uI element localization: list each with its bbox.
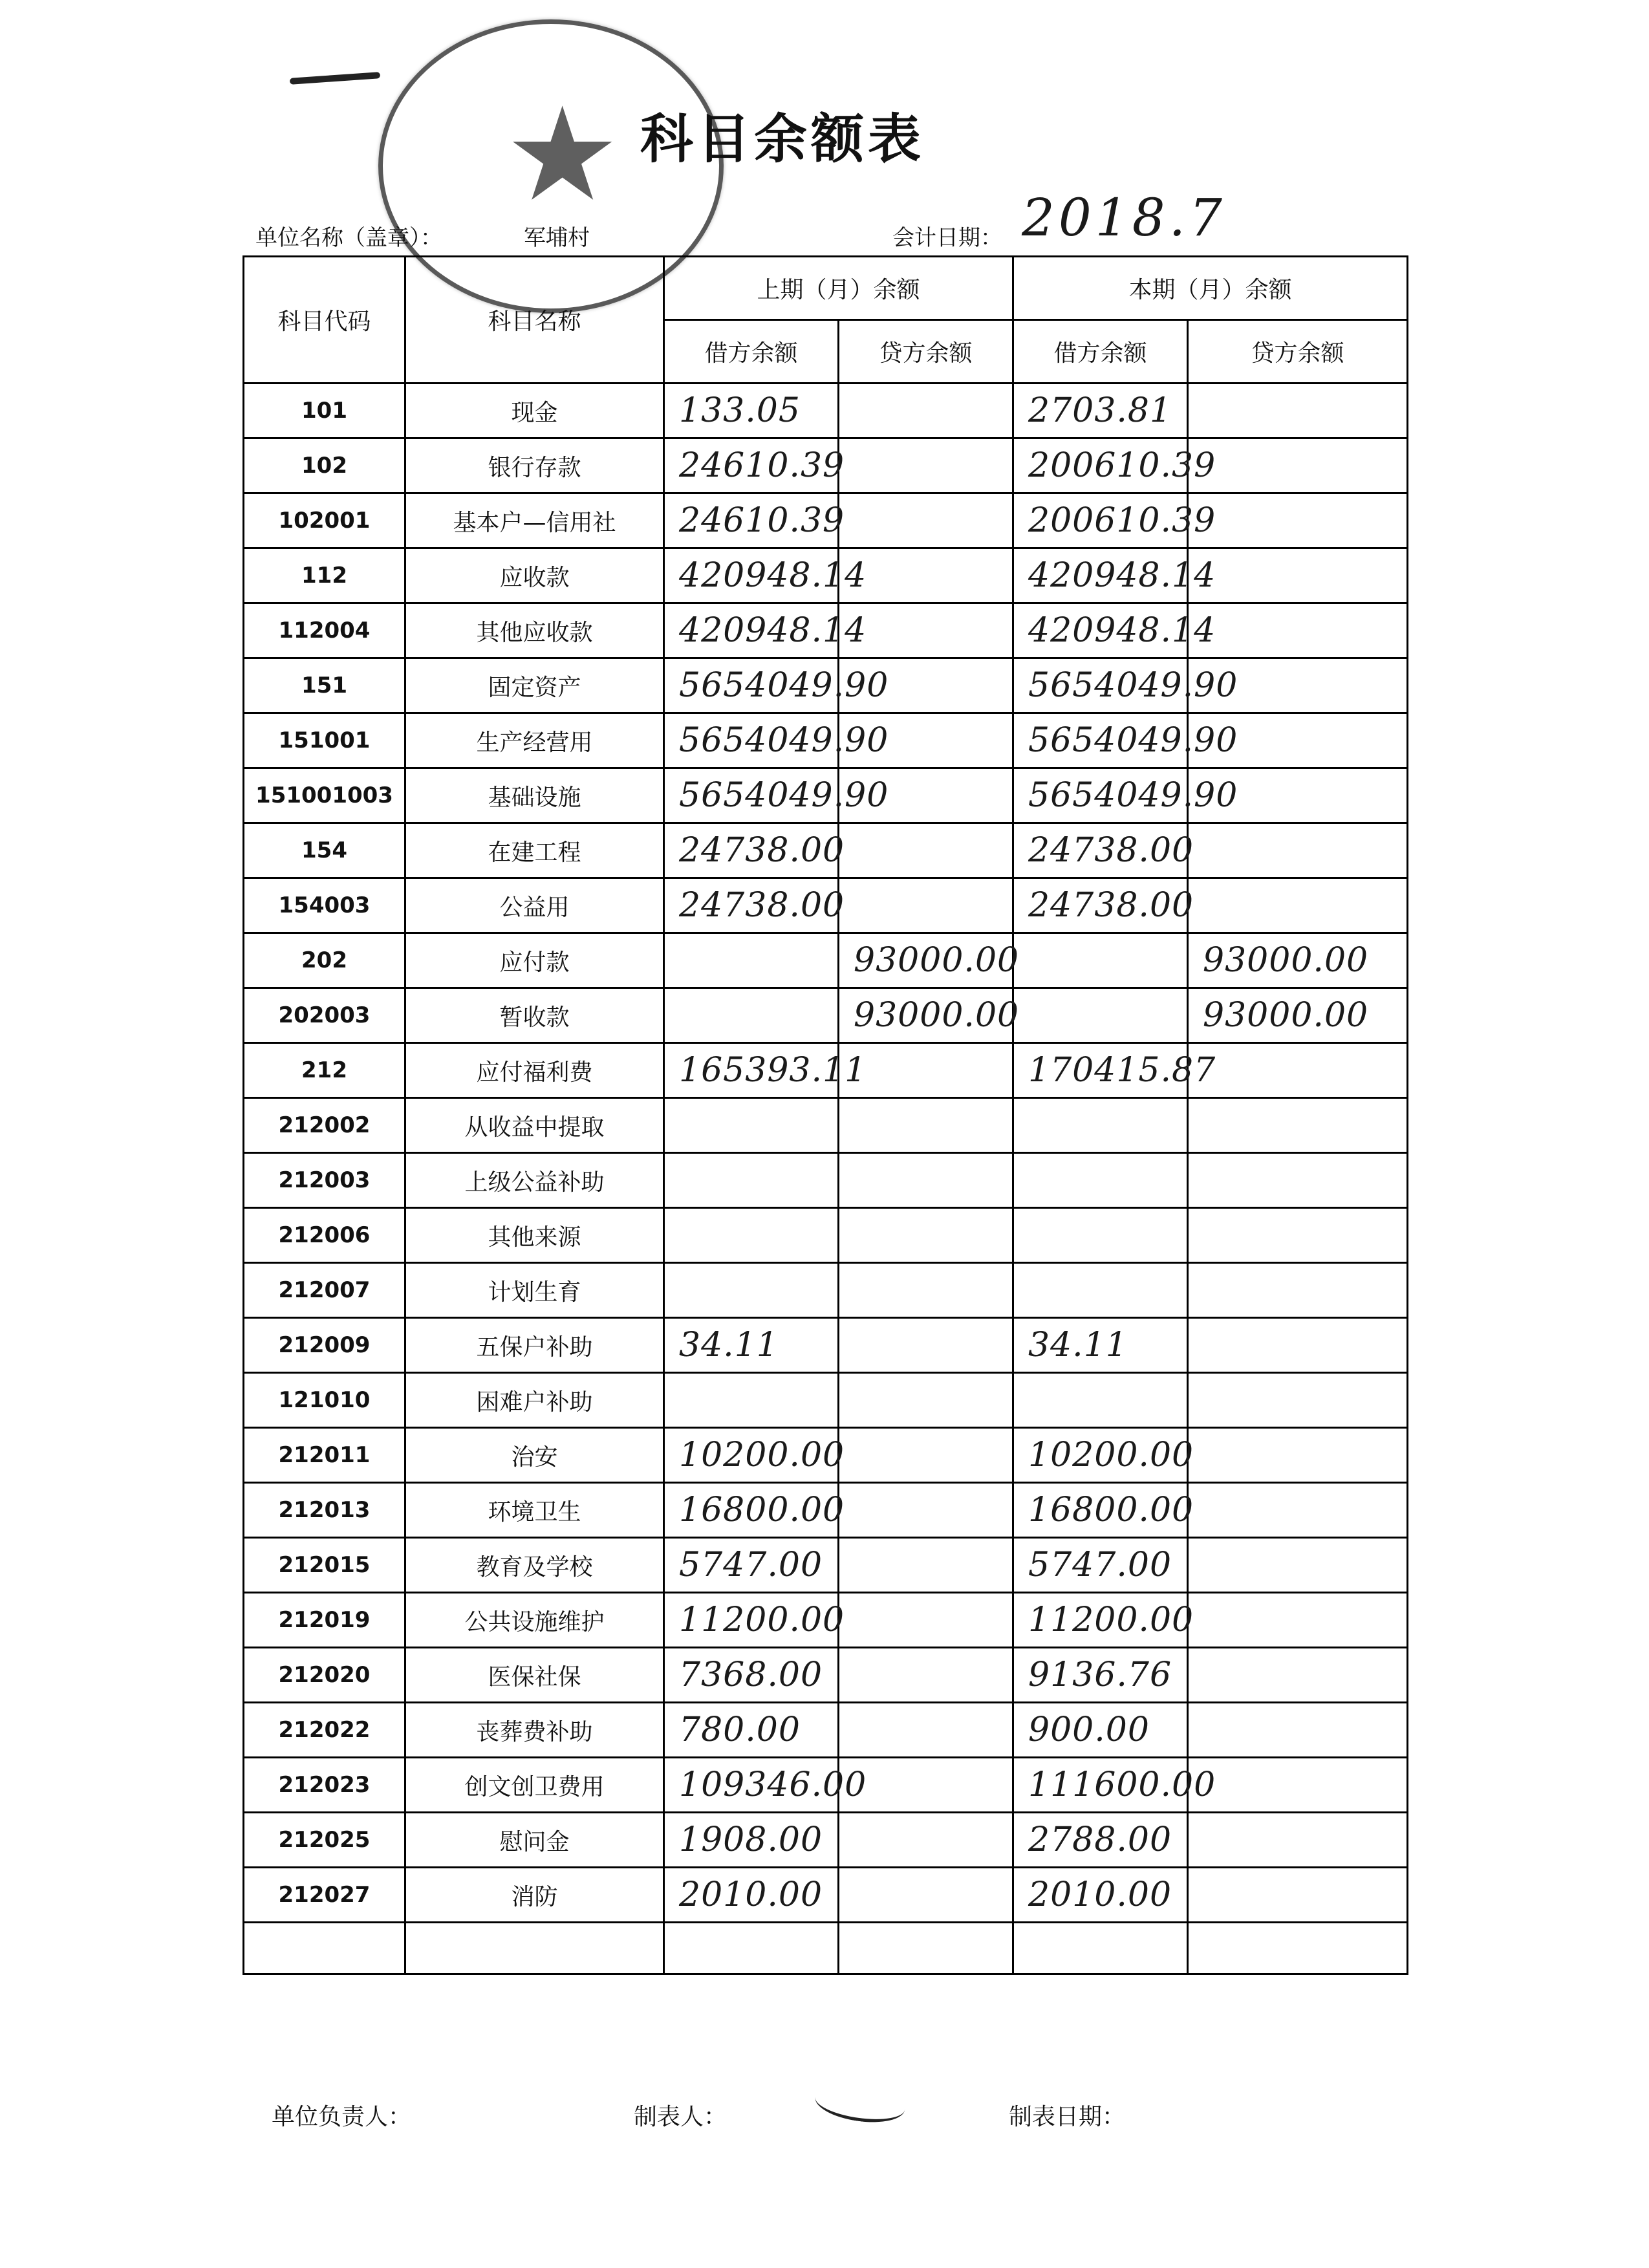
table-row (244, 658, 1408, 713)
account-code-cell: 212009 (244, 1318, 405, 1373)
curr-debit-cell (1013, 1208, 1188, 1263)
prev-debit-cell: 7368.00 (664, 1648, 839, 1703)
table-row (244, 878, 1408, 933)
table-row (244, 933, 1408, 988)
prev-debit-cell (664, 1208, 839, 1263)
curr-credit-cell (1188, 1263, 1408, 1318)
curr-debit-cell: 9136.76 (1013, 1648, 1188, 1703)
account-code-cell: 112004 (244, 603, 405, 658)
prev-debit-cell: 780.00 (664, 1703, 839, 1758)
prev-debit-cell: 420948.14 (664, 603, 839, 658)
table-row (244, 1538, 1408, 1593)
curr-credit-cell (1188, 1703, 1408, 1758)
account-name-cell: 生产经营用 (405, 713, 664, 768)
table-row (244, 1428, 1408, 1483)
prev-credit-cell (839, 1813, 1013, 1868)
blank-cell (405, 1923, 664, 1974)
prev-debit-cell: 24738.00 (664, 878, 839, 933)
curr-credit-cell (1188, 878, 1408, 933)
prev-credit-cell (839, 1263, 1013, 1318)
prev-debit-cell (664, 1098, 839, 1153)
table-row (244, 1483, 1408, 1538)
curr-debit-cell: 2703.81 (1013, 383, 1188, 438)
prev-credit-cell (839, 1208, 1013, 1263)
prev-debit-cell: 133.05 (664, 383, 839, 438)
table-row (244, 988, 1408, 1043)
curr-credit-cell: 93000.00 (1188, 988, 1408, 1043)
table-row (244, 1648, 1408, 1703)
account-name-cell: 固定资产 (405, 658, 664, 713)
prev-credit-cell (839, 1318, 1013, 1373)
curr-debit-cell: 5654049.90 (1013, 658, 1188, 713)
prev-credit-cell (839, 383, 1013, 438)
account-name-cell: 计划生育 (405, 1263, 664, 1318)
col-header-code: 科目代码 (244, 257, 405, 383)
prev-debit-cell: 1908.00 (664, 1813, 839, 1868)
prev-debit-cell: 165393.11 (664, 1043, 839, 1098)
account-code-cell: 212013 (244, 1483, 405, 1538)
curr-debit-cell: 24738.00 (1013, 878, 1188, 933)
star-seal-icon: ★ (504, 80, 621, 230)
account-code-cell: 151001003 (244, 768, 405, 823)
account-name-cell: 现金 (405, 383, 664, 438)
account-name-cell: 在建工程 (405, 823, 664, 878)
curr-debit-cell (1013, 933, 1188, 988)
table-row (244, 548, 1408, 603)
account-name-cell: 创文创卫费用 (405, 1758, 664, 1813)
prev-debit-cell: 5747.00 (664, 1538, 839, 1593)
account-code-cell: 154003 (244, 878, 405, 933)
account-name-cell: 其他来源 (405, 1208, 664, 1263)
prev-credit-cell (839, 493, 1013, 548)
unit-name-label: 单位名称（盖章）： (255, 225, 442, 251)
account-name-cell: 应付福利费 (405, 1043, 664, 1098)
prev-debit-cell: 24738.00 (664, 823, 839, 878)
curr-credit-cell (1188, 1098, 1408, 1153)
account-code-cell: 212011 (244, 1428, 405, 1483)
prev-debit-cell: 5654049.90 (664, 768, 839, 823)
account-code-cell: 212023 (244, 1758, 405, 1813)
account-code-cell: 212022 (244, 1703, 405, 1758)
curr-debit-cell: 16800.00 (1013, 1483, 1188, 1538)
table-row (244, 1373, 1408, 1428)
account-name-cell: 五保户补助 (405, 1318, 664, 1373)
account-name-cell: 医保社保 (405, 1648, 664, 1703)
curr-debit-cell: 11200.00 (1013, 1593, 1188, 1648)
prev-credit-cell (839, 1373, 1013, 1428)
account-code-cell: 151001 (244, 713, 405, 768)
curr-debit-cell (1013, 1153, 1188, 1208)
curr-debit-cell: 111600.00 (1013, 1758, 1188, 1813)
curr-credit-cell (1188, 1043, 1408, 1098)
curr-debit-cell: 170415.87 (1013, 1043, 1188, 1098)
prev-debit-cell (664, 933, 839, 988)
prev-debit-cell (664, 1373, 839, 1428)
account-code-cell: 102001 (244, 493, 405, 548)
account-code-cell: 151 (244, 658, 405, 713)
account-name-cell: 其他应收款 (405, 603, 664, 658)
prev-debit-cell: 109346.00 (664, 1758, 839, 1813)
maker-signature (813, 2080, 907, 2128)
account-code-cell: 212002 (244, 1098, 405, 1153)
curr-debit-cell: 2788.00 (1013, 1813, 1188, 1868)
account-name-cell: 从收益中提取 (405, 1098, 664, 1153)
prev-credit-cell (839, 1483, 1013, 1538)
table-row (244, 823, 1408, 878)
prev-credit-cell (839, 1648, 1013, 1703)
account-code-cell: 212015 (244, 1538, 405, 1593)
account-code-cell: 154 (244, 823, 405, 878)
blank-row (244, 1923, 1408, 1974)
account-code-cell: 102 (244, 438, 405, 493)
table-row (244, 493, 1408, 548)
curr-debit-cell: 900.00 (1013, 1703, 1188, 1758)
prev-debit-cell: 5654049.90 (664, 713, 839, 768)
table-maker-label: 制表人： (634, 2104, 727, 2130)
curr-debit-cell: 420948.14 (1013, 603, 1188, 658)
accounting-date-value: 2018.7 (1022, 188, 1226, 248)
pen-mark (290, 72, 380, 85)
blank-cell (1188, 1923, 1408, 1974)
curr-credit-cell (1188, 1538, 1408, 1593)
curr-debit-cell: 5747.00 (1013, 1538, 1188, 1593)
curr-debit-cell (1013, 1098, 1188, 1153)
prev-credit-cell (839, 1868, 1013, 1923)
account-name-cell: 银行存款 (405, 438, 664, 493)
curr-credit-cell (1188, 1208, 1408, 1263)
table-row (244, 1318, 1408, 1373)
col-header-name: 科目名称 (405, 257, 664, 383)
account-code-cell: 212027 (244, 1868, 405, 1923)
account-name-cell: 教育及学校 (405, 1538, 664, 1593)
curr-credit-cell (1188, 1428, 1408, 1483)
blank-cell (1013, 1923, 1188, 1974)
curr-debit-cell: 24738.00 (1013, 823, 1188, 878)
account-code-cell: 212025 (244, 1813, 405, 1868)
prev-credit-cell (839, 1538, 1013, 1593)
account-name-cell: 应付款 (405, 933, 664, 988)
table-row (244, 1593, 1408, 1648)
prev-debit-cell: 34.11 (664, 1318, 839, 1373)
curr-credit-cell (1188, 823, 1408, 878)
account-code-cell: 212020 (244, 1648, 405, 1703)
prev-credit-cell (839, 1098, 1013, 1153)
curr-debit-cell (1013, 1263, 1188, 1318)
table-row (244, 1868, 1408, 1923)
prev-debit-cell (664, 1263, 839, 1318)
table-row (244, 1703, 1408, 1758)
account-code-cell: 202 (244, 933, 405, 988)
curr-debit-cell: 5654049.90 (1013, 768, 1188, 823)
curr-credit-cell (1188, 548, 1408, 603)
table-row (244, 438, 1408, 493)
col-header-curr-debit: 借方余额 (1013, 320, 1188, 383)
table-row (244, 603, 1408, 658)
account-code-cell: 212007 (244, 1263, 405, 1318)
table-row (244, 713, 1408, 768)
table-row (244, 1043, 1408, 1098)
page-title: 科目余额表 (640, 109, 925, 170)
col-group-current: 本期（月）余额 (1013, 257, 1408, 320)
prev-credit-cell (839, 1153, 1013, 1208)
account-code-cell: 212 (244, 1043, 405, 1098)
account-name-cell: 丧葬费补助 (405, 1703, 664, 1758)
table-row (244, 768, 1408, 823)
table-row (244, 1208, 1408, 1263)
account-code-cell: 212003 (244, 1153, 405, 1208)
prev-debit-cell: 420948.14 (664, 548, 839, 603)
curr-debit-cell: 200610.39 (1013, 493, 1188, 548)
unit-leader-label: 单位负责人： (272, 2104, 412, 2130)
prev-credit-cell (839, 878, 1013, 933)
curr-credit-cell: 93000.00 (1188, 933, 1408, 988)
prev-credit-cell: 93000.00 (839, 933, 1013, 988)
prev-credit-cell (839, 1428, 1013, 1483)
account-code-cell: 212019 (244, 1593, 405, 1648)
curr-credit-cell (1188, 1648, 1408, 1703)
col-group-previous: 上期（月）余额 (664, 257, 1013, 320)
blank-cell (664, 1923, 839, 1974)
ledger-body (244, 383, 1408, 1974)
table-row (244, 1263, 1408, 1318)
prev-debit-cell: 5654049.90 (664, 658, 839, 713)
curr-debit-cell: 200610.39 (1013, 438, 1188, 493)
prev-credit-cell (839, 1703, 1013, 1758)
account-name-cell: 应收款 (405, 548, 664, 603)
prev-debit-cell: 11200.00 (664, 1593, 839, 1648)
table-row (244, 1813, 1408, 1868)
account-name-cell: 基础设施 (405, 768, 664, 823)
prev-credit-cell: 93000.00 (839, 988, 1013, 1043)
curr-credit-cell (1188, 1153, 1408, 1208)
curr-debit-cell: 2010.00 (1013, 1868, 1188, 1923)
prev-credit-cell (839, 1593, 1013, 1648)
curr-credit-cell (1188, 603, 1408, 658)
ledger-table (242, 255, 1408, 1975)
account-name-cell: 环境卫生 (405, 1483, 664, 1538)
account-name-cell: 基本户—信用社 (405, 493, 664, 548)
account-name-cell: 上级公益补助 (405, 1153, 664, 1208)
table-row (244, 383, 1408, 438)
curr-credit-cell (1188, 1483, 1408, 1538)
prev-debit-cell: 16800.00 (664, 1483, 839, 1538)
account-name-cell: 消防 (405, 1868, 664, 1923)
unit-name-value: 军埔村 (524, 225, 590, 251)
curr-debit-cell: 34.11 (1013, 1318, 1188, 1373)
prev-credit-cell (839, 438, 1013, 493)
curr-credit-cell (1188, 1593, 1408, 1648)
account-code-cell: 212006 (244, 1208, 405, 1263)
curr-debit-cell: 5654049.90 (1013, 713, 1188, 768)
table-row (244, 1098, 1408, 1153)
account-code-cell: 112 (244, 548, 405, 603)
prev-debit-cell (664, 988, 839, 1043)
curr-credit-cell (1188, 1758, 1408, 1813)
curr-credit-cell (1188, 493, 1408, 548)
table-row (244, 1153, 1408, 1208)
curr-credit-cell (1188, 1813, 1408, 1868)
curr-debit-cell (1013, 1373, 1188, 1428)
account-name-cell: 公益用 (405, 878, 664, 933)
prev-debit-cell: 2010.00 (664, 1868, 839, 1923)
col-header-prev-credit: 贷方余额 (839, 320, 1013, 383)
prev-debit-cell: 10200.00 (664, 1428, 839, 1483)
curr-debit-cell (1013, 988, 1188, 1043)
account-name-cell: 困难户补助 (405, 1373, 664, 1428)
table-date-label: 制表日期： (1009, 2104, 1126, 2130)
prev-credit-cell (839, 823, 1013, 878)
curr-credit-cell (1188, 1868, 1408, 1923)
blank-cell (839, 1923, 1013, 1974)
blank-cell (244, 1923, 405, 1974)
account-name-cell: 慰问金 (405, 1813, 664, 1868)
curr-credit-cell (1188, 1318, 1408, 1373)
col-header-prev-debit: 借方余额 (664, 320, 839, 383)
account-name-cell: 公共设施维护 (405, 1593, 664, 1648)
curr-credit-cell (1188, 1373, 1408, 1428)
prev-debit-cell: 24610.39 (664, 438, 839, 493)
prev-debit-cell: 24610.39 (664, 493, 839, 548)
curr-credit-cell (1188, 438, 1408, 493)
curr-debit-cell: 10200.00 (1013, 1428, 1188, 1483)
account-code-cell: 121010 (244, 1373, 405, 1428)
accounting-date-label: 会计日期： (892, 225, 1002, 251)
account-name-cell: 治安 (405, 1428, 664, 1483)
account-code-cell: 202003 (244, 988, 405, 1043)
curr-credit-cell (1188, 383, 1408, 438)
account-name-cell: 暂收款 (405, 988, 664, 1043)
prev-debit-cell (664, 1153, 839, 1208)
table-row (244, 1758, 1408, 1813)
col-header-curr-credit: 贷方余额 (1188, 320, 1408, 383)
account-code-cell: 101 (244, 383, 405, 438)
curr-debit-cell: 420948.14 (1013, 548, 1188, 603)
